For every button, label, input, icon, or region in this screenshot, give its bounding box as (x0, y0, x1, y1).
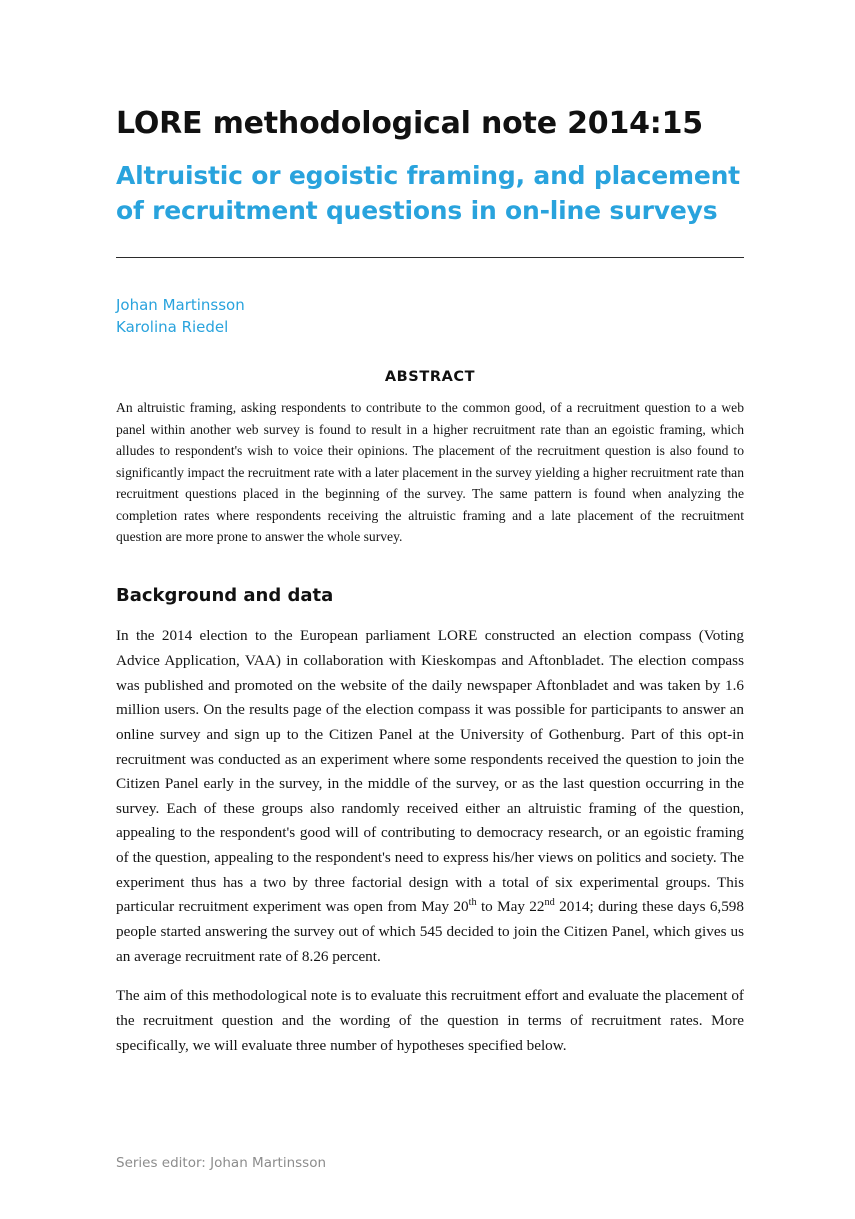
document-content (116, 104, 744, 1073)
paragraph-1-segment-c: 2014; during these days 6,598 people started answering the survey out of which 545 decided to join the Citizen Panel, which gives us an average recruitment rate of 8.26 percent. (116, 898, 744, 965)
paragraph-1-segment-b: to May 22 (476, 898, 545, 916)
body-paragraph-2: The aim of this methodological note is to evaluate this recruitment effort and evaluate the placement of the recruitment question and the wording of the question in terms of recruitment rates. More specifically, we will evaluate three number of hypotheses specified below. (116, 987, 744, 1054)
page-title: LORE methodological note 2014:15 (116, 106, 703, 141)
paragraph-1-segment-a: In the 2014 election to the European parliament LORE constructed an election compass (Voting Advice Application, VAA) in collaboration with Kieskompas and Aftonbladet. The election compass was published and promoted on the website of the daily newspaper Aftonbladet and was taken by 1.6 million users. On the results page of the election compass it was possible for participants to answer an online survey and sign up to the Citizen Panel at the University of Gothenburg. Part of this opt-in recruitment was conducted as an experiment where some respondents received the question to join the Citizen Panel early in the survey, in the middle of the survey, or as the last question occurring in the survey. Each of these groups also randomly received either an altruistic framing of the question, appealing to the respondent's good will of contributing to democracy research, or an egoistic framing of the question, appealing to the respondent's need to express his/her views on politics and society. The experiment thus has a two by three factorial design with a total of six experimental groups. This particular recruitment experiment was open from May 20 (116, 627, 744, 916)
author-name: Johan Martinsson (116, 295, 245, 314)
abstract-text: An altruistic framing, asking respondents to contribute to the common good, of a recruitment question to a web panel within another web survey is found to result in a higher recruitment rate than an egoistic framing, which alludes to respondent's wish to voice their opinions. The placement of the recruitment question is also found to significantly impact the recruitment rate with a later placement in the survey yielding a higher recruitment rate than recruitment questions placed in the beginning of the survey. The same pattern is found when analyzing the completion rates where respondents receiving the altruistic framing and a late placement of the recruitment question are more prone to answer the whole survey. (116, 400, 744, 544)
page-footer: Series editor: Johan Martinsson (116, 1155, 327, 1171)
body-paragraph-1 (116, 624, 744, 969)
author-list (116, 294, 744, 340)
title-divider (116, 257, 744, 258)
page-subtitle: Altruistic or egoistic framing, and placement of recruitment questions in on-line surveys (116, 160, 740, 226)
paragraph-1-ordinal-th: th (468, 897, 477, 909)
section-heading-background-and-data: Background and data (116, 585, 334, 607)
author-name: Karolina Riedel (116, 318, 229, 337)
abstract-heading: ABSTRACT (384, 369, 476, 386)
paragraph-1-ordinal-nd: nd (544, 897, 555, 909)
